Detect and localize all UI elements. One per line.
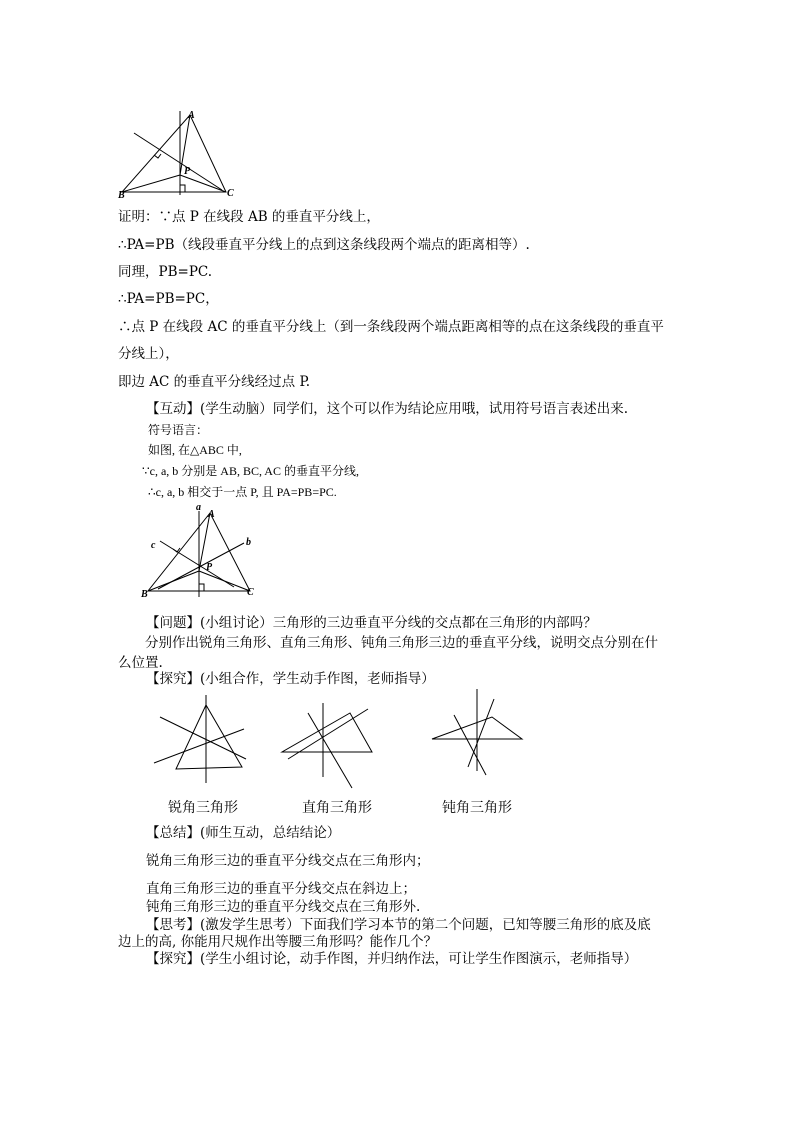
- proof-line: 证明：∵点 P 在线段 AB 的垂直平分线上，: [118, 209, 380, 225]
- proof-line: ∴点 P 在线段 AC 的垂直平分线上（到一条线段两个端点距离相等的点在这条线段的垂直平: [118, 319, 664, 335]
- label-c-line: c: [151, 540, 156, 551]
- proof-line: ∴PA=PB（线段垂直平分线上的点到这条线段两个端点的距离相等）.: [118, 237, 530, 253]
- summary-heading: 【总结】(师生互动，总结结论）: [146, 825, 341, 841]
- right-angle-mark: [180, 185, 185, 192]
- summary-line: 钝角三角形三边的垂直平分线交点在三角形外.: [146, 899, 421, 915]
- think-line: 边上的高, 你能用尺规作出等腰三角形吗？能作几个？: [118, 934, 438, 950]
- summary-line: 锐角三角形三边的垂直平分线交点在三角形内；: [146, 853, 430, 869]
- proof-line: ∴PA=PB=PC，: [118, 291, 219, 307]
- label-b: B: [141, 589, 148, 600]
- perpendicular-bisector: [454, 715, 486, 775]
- question-line: 分别作出锐角三角形、直角三角形、钝角三角形三边的垂直平分线，说明交点分别在什: [145, 635, 658, 651]
- explore-heading: 【探究】(小组合作，学生动手作图，老师指导）: [146, 671, 435, 687]
- label-a: A: [188, 110, 195, 121]
- question-line: 么位置.: [118, 655, 163, 671]
- perpendicular-bisector: [468, 699, 494, 767]
- label-p: P: [184, 166, 191, 177]
- symbolic-title: 符号语言：: [148, 423, 209, 437]
- perpendicular-bisector-ab: [134, 133, 222, 190]
- caption-obtuse: 钝角三角形: [442, 800, 512, 816]
- label-p: P: [206, 562, 213, 573]
- right-angle-mark: [199, 584, 204, 591]
- acute-triangle: [176, 705, 242, 769]
- label-b-line: b: [246, 537, 251, 548]
- obtuse-triangle-figure: [428, 685, 528, 780]
- explore2-heading: 【探究】(学生小组讨论，动手作图，并归纳作法，可让学生作图演示，老师指导）: [146, 951, 638, 967]
- symbolic-line: 如图, 在△ABC 中,: [148, 443, 242, 457]
- triangle-abc: [122, 115, 226, 192]
- label-b: B: [118, 190, 125, 201]
- label-c: C: [247, 587, 254, 598]
- label-a-line: a: [196, 502, 201, 513]
- label-a: A: [208, 509, 215, 520]
- question-heading: 【问题】(小组讨论）三角形的三边垂直平分线的交点都在三角形的内部吗？: [146, 615, 597, 631]
- perpendicular-bisector: [154, 729, 244, 763]
- symbolic-line: ∴c, a, b 相交于一点 P, 且 PA=PB=PC.: [148, 485, 337, 499]
- caption-acute: 锐角三角形: [168, 800, 238, 816]
- proof-line: 即边 AC 的垂直平分线经过点 P.: [118, 374, 311, 390]
- symbolic-line: ∵c, a, b 分别是 AB, BC, AC 的垂直平分线,: [142, 464, 359, 478]
- right-triangle-figure: [278, 695, 378, 790]
- think-line: 【思考】(激发学生思考）下面我们学习本节的第二个问题，已知等腰三角形的底及底: [146, 917, 651, 933]
- label-c: C: [227, 188, 234, 199]
- interaction-heading: 【互动】(学生动脑）同学们，这个可以作为结论应用哦，试用符号语言表述出来.: [146, 401, 629, 417]
- proof-line: 分线上），: [118, 346, 179, 362]
- acute-triangle-figure: [150, 695, 250, 790]
- summary-line: 直角三角形三边的垂直平分线交点在斜边上；: [146, 881, 416, 897]
- segment-pb: [122, 175, 180, 192]
- caption-right: 直角三角形: [302, 800, 372, 816]
- segment-pc: [199, 571, 250, 591]
- proof-line: 同理，PB=PC.: [118, 264, 213, 280]
- perpendicular-bisector: [160, 717, 246, 759]
